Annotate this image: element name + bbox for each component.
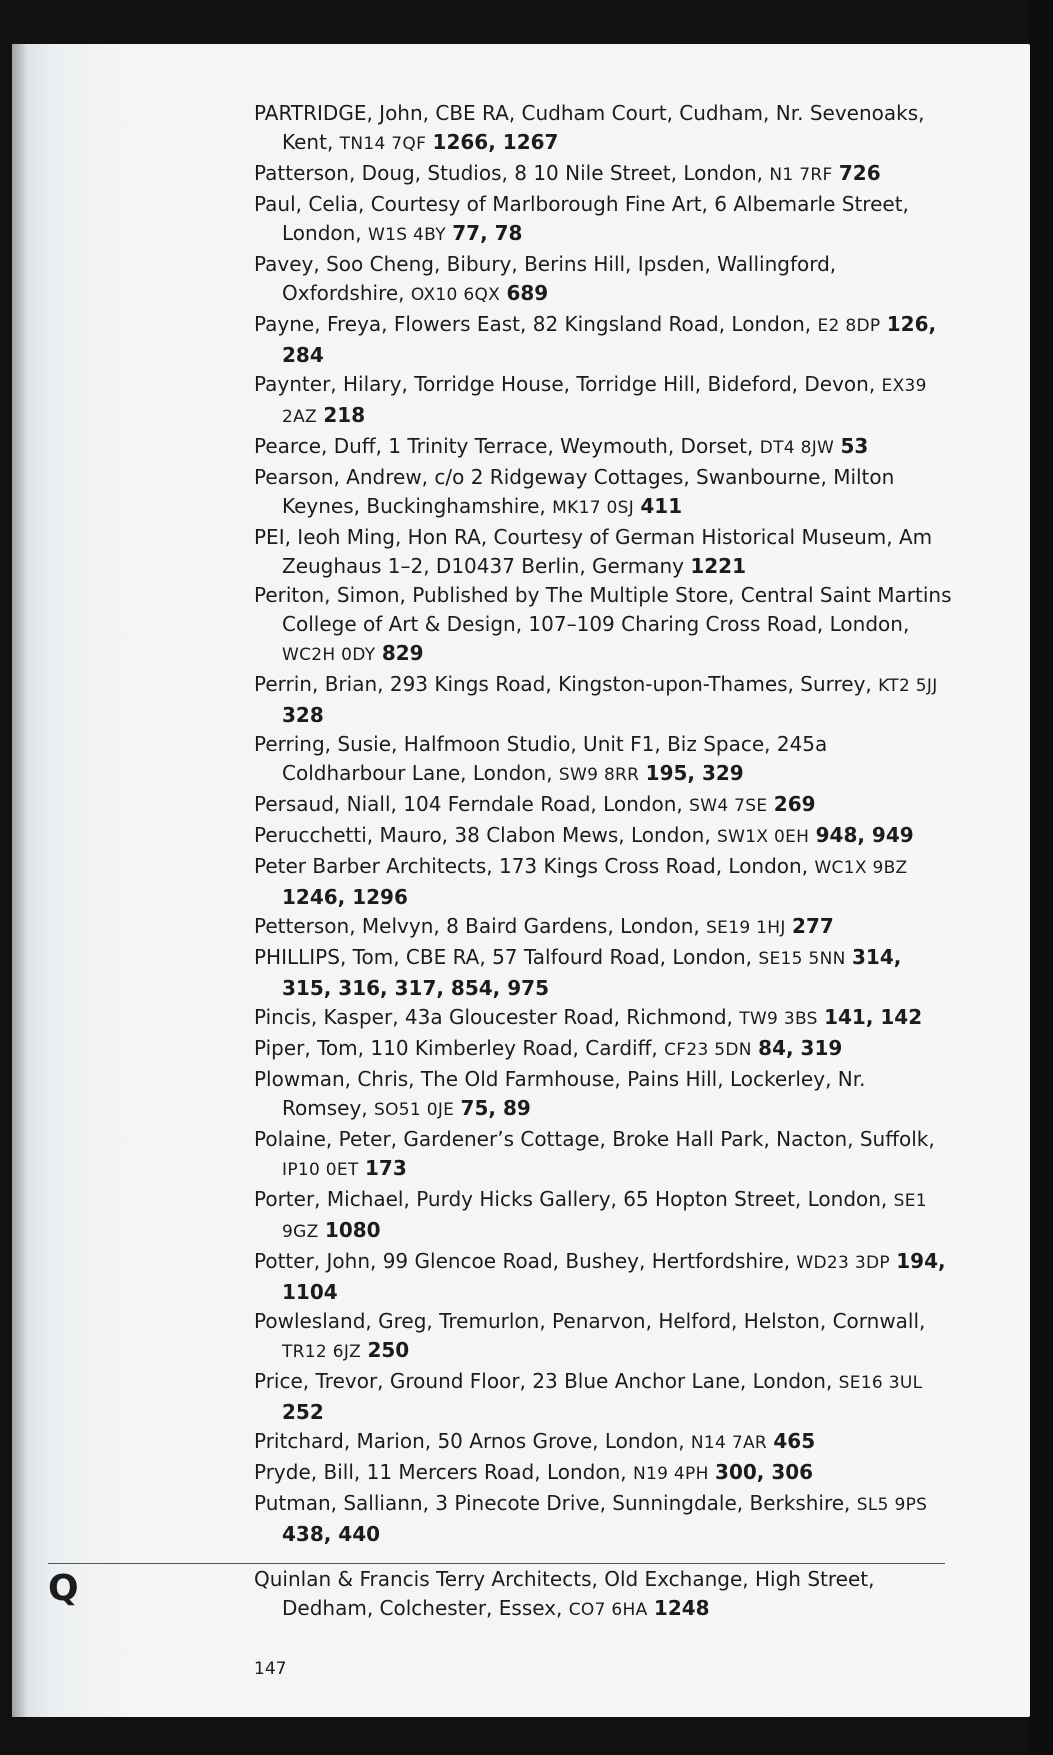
entry-text: Pavey, Soo Cheng, Bibury, Berins Hill, Ipsden, Wallingford, Oxfordshire, <box>254 252 837 305</box>
entry-text: Putman, Salliann, 3 Pinecote Drive, Sunningdale, Berkshire, <box>254 1491 851 1515</box>
index-entry <box>254 1185 954 1247</box>
entry-pages: 465 <box>773 1429 816 1453</box>
index-entry <box>254 99 954 159</box>
entry-postcode: SO51 0JE <box>374 1100 455 1120</box>
entry-text: Porter, Michael, Purdy Hicks Gallery, 65 Hopton Street, London, <box>254 1187 888 1211</box>
entry-text: Perring, Susie, Halfmoon Studio, Unit F1, Biz Space, 245a Coldharbour Lane, London, <box>254 732 828 785</box>
index-entry <box>254 730 954 790</box>
index-entry <box>254 159 954 190</box>
entry-postcode: E2 8DP <box>817 316 881 336</box>
entry-postcode: MK17 0SJ <box>552 498 635 518</box>
entry-pages: 438, 440 <box>282 1522 381 1546</box>
index-entry <box>254 370 954 432</box>
entry-pages: 1266, 1267 <box>432 130 559 154</box>
entry-postcode: N14 7AR <box>690 1433 768 1453</box>
entry-text: PHILLIPS, Tom, CBE RA, 57 Talfourd Road, London, <box>254 945 753 969</box>
index-entry <box>254 250 954 310</box>
entry-text: Petterson, Melvyn, 8 Baird Gardens, London, <box>254 914 700 938</box>
entry-pages: 194, 1104 <box>282 1249 946 1304</box>
entry-postcode: SE19 1HJ <box>706 918 786 938</box>
entry-text: Powlesland, Greg, Tremurlon, Penarvon, Helford, Helston, Cornwall, <box>254 1309 926 1333</box>
entry-text: PARTRIDGE, John, CBE RA, Cudham Court, Cudham, Nr. Sevenoaks, Kent, <box>254 101 925 154</box>
entry-postcode: TN14 7QF <box>339 134 427 154</box>
entry-text: Quinlan & Francis Terry Architects, Old Exchange, High Street, Dedham, Colchester, Essex, <box>254 1567 875 1620</box>
entry-postcode: SE16 3UL <box>838 1373 923 1393</box>
index-entry <box>254 1307 954 1367</box>
entry-postcode: TW9 3BS <box>739 1009 818 1029</box>
index-entry <box>254 1003 954 1034</box>
entry-postcode: WC2H 0DY <box>282 645 376 665</box>
entry-postcode: TR12 6JZ <box>282 1342 362 1362</box>
entry-postcode: KT2 5JJ <box>878 676 938 696</box>
index-entry <box>254 1489 954 1549</box>
entry-pages: 195, 329 <box>645 761 744 785</box>
entry-postcode: IP10 0ET <box>282 1160 359 1180</box>
entry-text: Pincis, Kasper, 43a Gloucester Road, Richmond, <box>254 1005 733 1029</box>
entry-pages: 1221 <box>690 554 747 578</box>
index-entry <box>254 852 954 912</box>
index-entry <box>254 523 954 581</box>
index-entry <box>254 1458 954 1489</box>
section-divider <box>48 1563 945 1564</box>
page-spine-shadow <box>12 44 28 1717</box>
index-entry <box>254 1247 954 1307</box>
entry-pages: 277 <box>792 914 834 938</box>
entry-pages: 141, 142 <box>824 1005 923 1029</box>
entry-pages: 53 <box>840 434 869 458</box>
entry-pages: 1080 <box>324 1218 381 1242</box>
entry-pages: 328 <box>282 703 324 727</box>
entry-text: Paynter, Hilary, Torridge House, Torridge Hill, Bideford, Devon, <box>254 372 876 396</box>
entry-text: Potter, John, 99 Glencoe Road, Bushey, Hertfordshire, <box>254 1249 791 1273</box>
entry-text: Pearson, Andrew, c/o 2 Ridgeway Cottages, Swanbourne, Milton Keynes, Buckinghamshire, <box>254 465 895 518</box>
entry-text: Price, Trevor, Ground Floor, 23 Blue Anchor Lane, London, <box>254 1369 833 1393</box>
index-entry <box>254 310 954 370</box>
entry-postcode: DT4 8JW <box>759 438 835 458</box>
page-number: 147 <box>254 1659 287 1679</box>
entry-postcode: EX39 2AZ <box>282 376 927 427</box>
index-entry <box>254 1034 954 1065</box>
entry-postcode: SW1X 0EH <box>717 827 810 847</box>
index-list-q <box>254 1565 954 1625</box>
index-entry <box>254 670 954 730</box>
index-entry <box>254 463 954 523</box>
entry-postcode: SE1 9GZ <box>282 1191 927 1242</box>
index-entry <box>254 1065 954 1125</box>
entry-postcode: OX10 6QX <box>410 285 501 305</box>
entry-text: Pearce, Duff, 1 Trinity Terrace, Weymouth, Dorset, <box>254 434 754 458</box>
entry-pages: 300, 306 <box>715 1460 814 1484</box>
entry-postcode: SW9 8RR <box>558 765 640 785</box>
entry-text: Polaine, Peter, Gardener’s Cottage, Broke Hall Park, Nacton, Suffolk, <box>254 1127 935 1151</box>
entry-pages: 126, 284 <box>282 312 937 367</box>
entry-pages: 726 <box>838 161 881 185</box>
index-entry <box>254 943 954 1003</box>
entry-text: Payne, Freya, Flowers East, 82 Kingsland Road, London, <box>254 312 812 336</box>
entry-pages: 314, 315, 316, 317, 854, 975 <box>282 945 902 1000</box>
entry-pages: 173 <box>365 1156 407 1180</box>
entry-postcode: SW4 7SE <box>689 796 768 816</box>
entry-pages: 1248 <box>653 1596 710 1620</box>
entry-text: Peter Barber Architects, 173 Kings Cross Road, London, <box>254 854 809 878</box>
entry-postcode: CF23 5DN <box>664 1040 752 1060</box>
entry-pages: 689 <box>506 281 549 305</box>
entry-postcode: W1S 4BY <box>368 225 446 245</box>
entry-pages: 411 <box>640 494 683 518</box>
entry-text: Perrin, Brian, 293 Kings Road, Kingston-upon-Thames, Surrey, <box>254 672 872 696</box>
entry-text: Pryde, Bill, 11 Mercers Road, London, <box>254 1460 627 1484</box>
entry-postcode: WD23 3DP <box>796 1253 890 1273</box>
entry-postcode: N19 4PH <box>632 1464 709 1484</box>
entry-pages: 1246, 1296 <box>282 885 408 909</box>
entry-postcode: WC1X 9BZ <box>814 858 908 878</box>
index-entry <box>254 190 954 250</box>
book-page <box>12 44 1030 1717</box>
entry-text: Periton, Simon, Published by The Multiple Store, Central Saint Martins College of Art & Design, 107–109 Charing Cross Road, London, <box>254 583 952 636</box>
index-entry <box>254 1565 954 1625</box>
scan-border <box>1030 0 1053 1755</box>
entry-text: Pritchard, Marion, 50 Arnos Grove, London, <box>254 1429 685 1453</box>
index-entry <box>254 790 954 821</box>
index-entry <box>254 581 954 670</box>
section-letter-q: Q <box>48 1568 79 1609</box>
entry-pages: 948, 949 <box>815 823 914 847</box>
entry-pages: 829 <box>381 641 424 665</box>
entry-pages: 252 <box>282 1400 324 1424</box>
entry-pages: 218 <box>323 403 366 427</box>
index-entry <box>254 912 954 943</box>
entry-postcode: SL5 9PS <box>856 1495 928 1515</box>
entry-text: Piper, Tom, 110 Kimberley Road, Cardiff, <box>254 1036 658 1060</box>
entry-text: Persaud, Niall, 104 Ferndale Road, London, <box>254 792 683 816</box>
index-entry <box>254 432 954 463</box>
entry-text: Plowman, Chris, The Old Farmhouse, Pains Hill, Lockerley, Nr. Romsey, <box>254 1067 866 1120</box>
index-entry <box>254 1367 954 1427</box>
index-list-p <box>254 99 954 1549</box>
index-entry <box>254 821 954 852</box>
entry-pages: 84, 319 <box>758 1036 843 1060</box>
index-entry <box>254 1125 954 1185</box>
entry-postcode: N1 7RF <box>769 165 833 185</box>
entry-postcode: SE15 5NN <box>758 949 846 969</box>
entry-pages: 75, 89 <box>460 1096 531 1120</box>
entry-pages: 77, 78 <box>452 221 523 245</box>
entry-text: Patterson, Doug, Studios, 8 10 Nile Street, London, <box>254 161 764 185</box>
entry-pages: 250 <box>367 1338 410 1362</box>
index-entry <box>254 1427 954 1458</box>
entry-text: Perucchetti, Mauro, 38 Clabon Mews, London, <box>254 823 711 847</box>
entry-pages: 269 <box>773 792 816 816</box>
entry-text: PEI, Ieoh Ming, Hon RA, Courtesy of German Historical Museum, Am Zeughaus 1–2, D10437 Berlin, Germany <box>254 525 933 578</box>
entry-postcode: CO7 6HA <box>568 1600 648 1620</box>
entry-text: Paul, Celia, Courtesy of Marlborough Fine Art, 6 Albemarle Street, London, <box>254 192 909 245</box>
